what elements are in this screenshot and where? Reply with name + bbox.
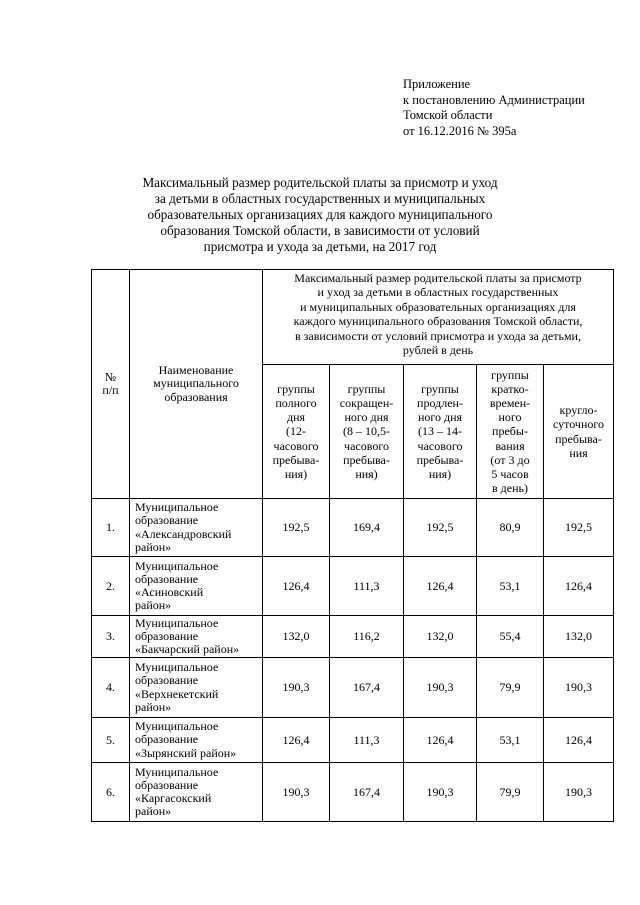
value-extended-day: 132,0 [404, 616, 477, 658]
name-line: образование [135, 777, 199, 792]
header-line: п/п [102, 383, 119, 397]
value-full-day: 190,3 [263, 658, 330, 718]
header-line: (от 3 до [490, 452, 530, 467]
title-line: присмотра и ухода за детьми, на 2017 год [203, 239, 437, 254]
header-line: полного [275, 395, 317, 410]
header-municipality [130, 270, 263, 499]
value-short-term: 53,1 [477, 718, 544, 763]
value-short-term: 80,9 [477, 499, 544, 557]
table-row [92, 499, 614, 557]
value-extended-day: 190,3 [404, 763, 477, 822]
name-line: «Бакчарский район» [135, 642, 240, 657]
header-line: кругло- [559, 403, 598, 418]
header-line: группы [421, 381, 459, 396]
value-short-day: 169,4 [330, 499, 404, 557]
value-short-term: 79,9 [477, 658, 544, 718]
municipality-name [130, 499, 263, 557]
row-number: 4. [92, 658, 130, 718]
value-round-the-clock: 190,3 [544, 658, 614, 718]
header-max-fee [263, 270, 614, 365]
value-round-the-clock: 190,3 [544, 763, 614, 822]
header-full-day [263, 365, 330, 499]
name-line: район» [135, 699, 172, 714]
value-extended-day: 190,3 [404, 658, 477, 718]
municipality-name [130, 763, 263, 822]
header-line: часового [417, 438, 463, 453]
header-line: образования [164, 389, 228, 404]
value-extended-day: 126,4 [404, 718, 477, 763]
header-line: (13 – 14- [418, 424, 462, 439]
header-line: муниципального [153, 376, 239, 391]
header-number [92, 270, 130, 499]
name-line: «Зырянский район» [135, 745, 237, 760]
header-line: ния) [284, 467, 308, 481]
row-number: 1. [92, 499, 130, 557]
name-line: образование [135, 673, 199, 688]
header-line: пребыва- [343, 452, 390, 467]
header-line: в день) [492, 481, 528, 496]
header-line: ния) [428, 467, 452, 481]
header-line: каждого муниципального образования Томской области, [293, 314, 583, 329]
value-full-day: 126,4 [263, 718, 330, 763]
name-line: Муниципальное [135, 615, 219, 630]
row-number: 2. [92, 557, 130, 616]
name-line: район» [135, 598, 172, 613]
name-line: район» [135, 804, 172, 819]
name-line: образование [135, 571, 199, 586]
value-short-term: 79,9 [477, 763, 544, 822]
header-line: группы [491, 367, 529, 382]
value-full-day: 190,3 [263, 763, 330, 822]
municipality-name [130, 616, 263, 658]
appendix-block [403, 77, 585, 139]
name-line: образование [135, 513, 199, 528]
value-short-day: 111,3 [330, 718, 404, 763]
name-line: «Верхнекетский [135, 686, 219, 701]
header-line: вания [495, 438, 525, 453]
header-line: часового [273, 438, 319, 453]
header-line: группы [277, 381, 315, 396]
name-line: Муниципальное [135, 558, 219, 573]
header-line: продлен- [417, 395, 463, 410]
value-extended-day: 192,5 [404, 499, 477, 557]
header-line: в зависимости от условий присмотра и ухода за детьми, [295, 328, 581, 343]
header-round-the-clock [544, 365, 614, 499]
header-line: ния [569, 445, 588, 460]
name-line: «Каргасокский [135, 791, 212, 805]
header-line: пребыва- [555, 431, 602, 446]
header-line: часового [344, 438, 389, 453]
value-round-the-clock: 126,4 [544, 718, 614, 763]
appendix-line: Томской области [403, 108, 493, 122]
name-line: Муниципальное [135, 500, 219, 515]
name-line: образование [135, 628, 199, 643]
title-line: Максимальный размер родительской платы за присмотр и уход [142, 175, 498, 190]
value-short-day: 116,2 [330, 616, 404, 658]
header-line: группы [347, 381, 386, 396]
header-line: Наименование [158, 363, 234, 378]
name-line: район» [135, 539, 172, 554]
value-round-the-clock: 126,4 [544, 557, 614, 616]
header-line: ного дня [417, 410, 463, 425]
name-line: Муниципальное [135, 764, 219, 779]
header-line: дня [286, 410, 306, 425]
header-extended-day [404, 365, 477, 499]
municipality-name [130, 557, 263, 616]
appendix-line: к постановлению Администрации [403, 92, 585, 107]
document-title [120, 175, 520, 255]
name-line: «Асиновский [135, 585, 204, 599]
value-short-term: 55,4 [477, 616, 544, 658]
table-row [92, 658, 614, 718]
value-short-day: 167,4 [330, 658, 404, 718]
row-number: 5. [92, 718, 130, 763]
value-short-term: 53,1 [477, 557, 544, 616]
fee-table [91, 269, 614, 822]
row-number: 6. [92, 763, 130, 822]
table-row [92, 718, 614, 763]
header-line: (8 – 10,5- [343, 424, 390, 439]
value-full-day: 192,5 [263, 499, 330, 557]
header-line: пребыва- [272, 452, 320, 467]
value-short-day: 111,3 [330, 557, 404, 616]
row-number: 3. [92, 616, 130, 658]
header-line: и уход за детьми в областных государственных [317, 285, 559, 300]
value-full-day: 132,0 [263, 616, 330, 658]
name-line: «Александровский [135, 526, 232, 541]
header-line: суточного [552, 417, 605, 432]
header-line: рублей в день [402, 343, 474, 358]
municipality-name [130, 658, 263, 718]
header-line: ного дня [344, 410, 389, 425]
value-extended-day: 126,4 [404, 557, 477, 616]
table-row [92, 763, 614, 822]
appendix-line: Приложение [403, 77, 471, 91]
header-line: кратко- [491, 381, 529, 396]
value-full-day: 126,4 [263, 557, 330, 616]
header-line: и муниципальных образовательных организациях для [300, 299, 576, 314]
title-line: за детьми в областных государственных и муниципальных [154, 191, 486, 206]
header-line: пребы- [492, 424, 528, 439]
value-round-the-clock: 132,0 [544, 616, 614, 658]
header-line: 5 часов [491, 467, 529, 481]
header-line: Максимальный размер родительской платы за присмотр [294, 271, 582, 285]
name-line: Муниципальное [135, 660, 219, 675]
name-line: Муниципальное [135, 719, 219, 734]
header-line: ния) [355, 467, 378, 481]
name-line: образование [135, 732, 199, 747]
header-line: ного [498, 410, 522, 425]
header-line: (12- [286, 424, 306, 439]
table-row [92, 616, 614, 658]
header-line: № [104, 369, 117, 384]
title-line: образовательных организациях для каждого муниципального [147, 207, 493, 222]
value-short-day: 167,4 [330, 763, 404, 822]
title-line: образования Томской области, в зависимости от условий [160, 223, 480, 238]
header-line: пребыва- [416, 452, 464, 467]
appendix-line: от 16.12.2016 № 395а [403, 123, 517, 138]
municipality-name [130, 718, 263, 763]
header-short-term [477, 365, 544, 499]
value-round-the-clock: 192,5 [544, 499, 614, 557]
header-line: времен- [489, 395, 531, 410]
header-short-day [330, 365, 404, 499]
header-line: сокращен- [339, 395, 394, 410]
table-row [92, 557, 614, 616]
